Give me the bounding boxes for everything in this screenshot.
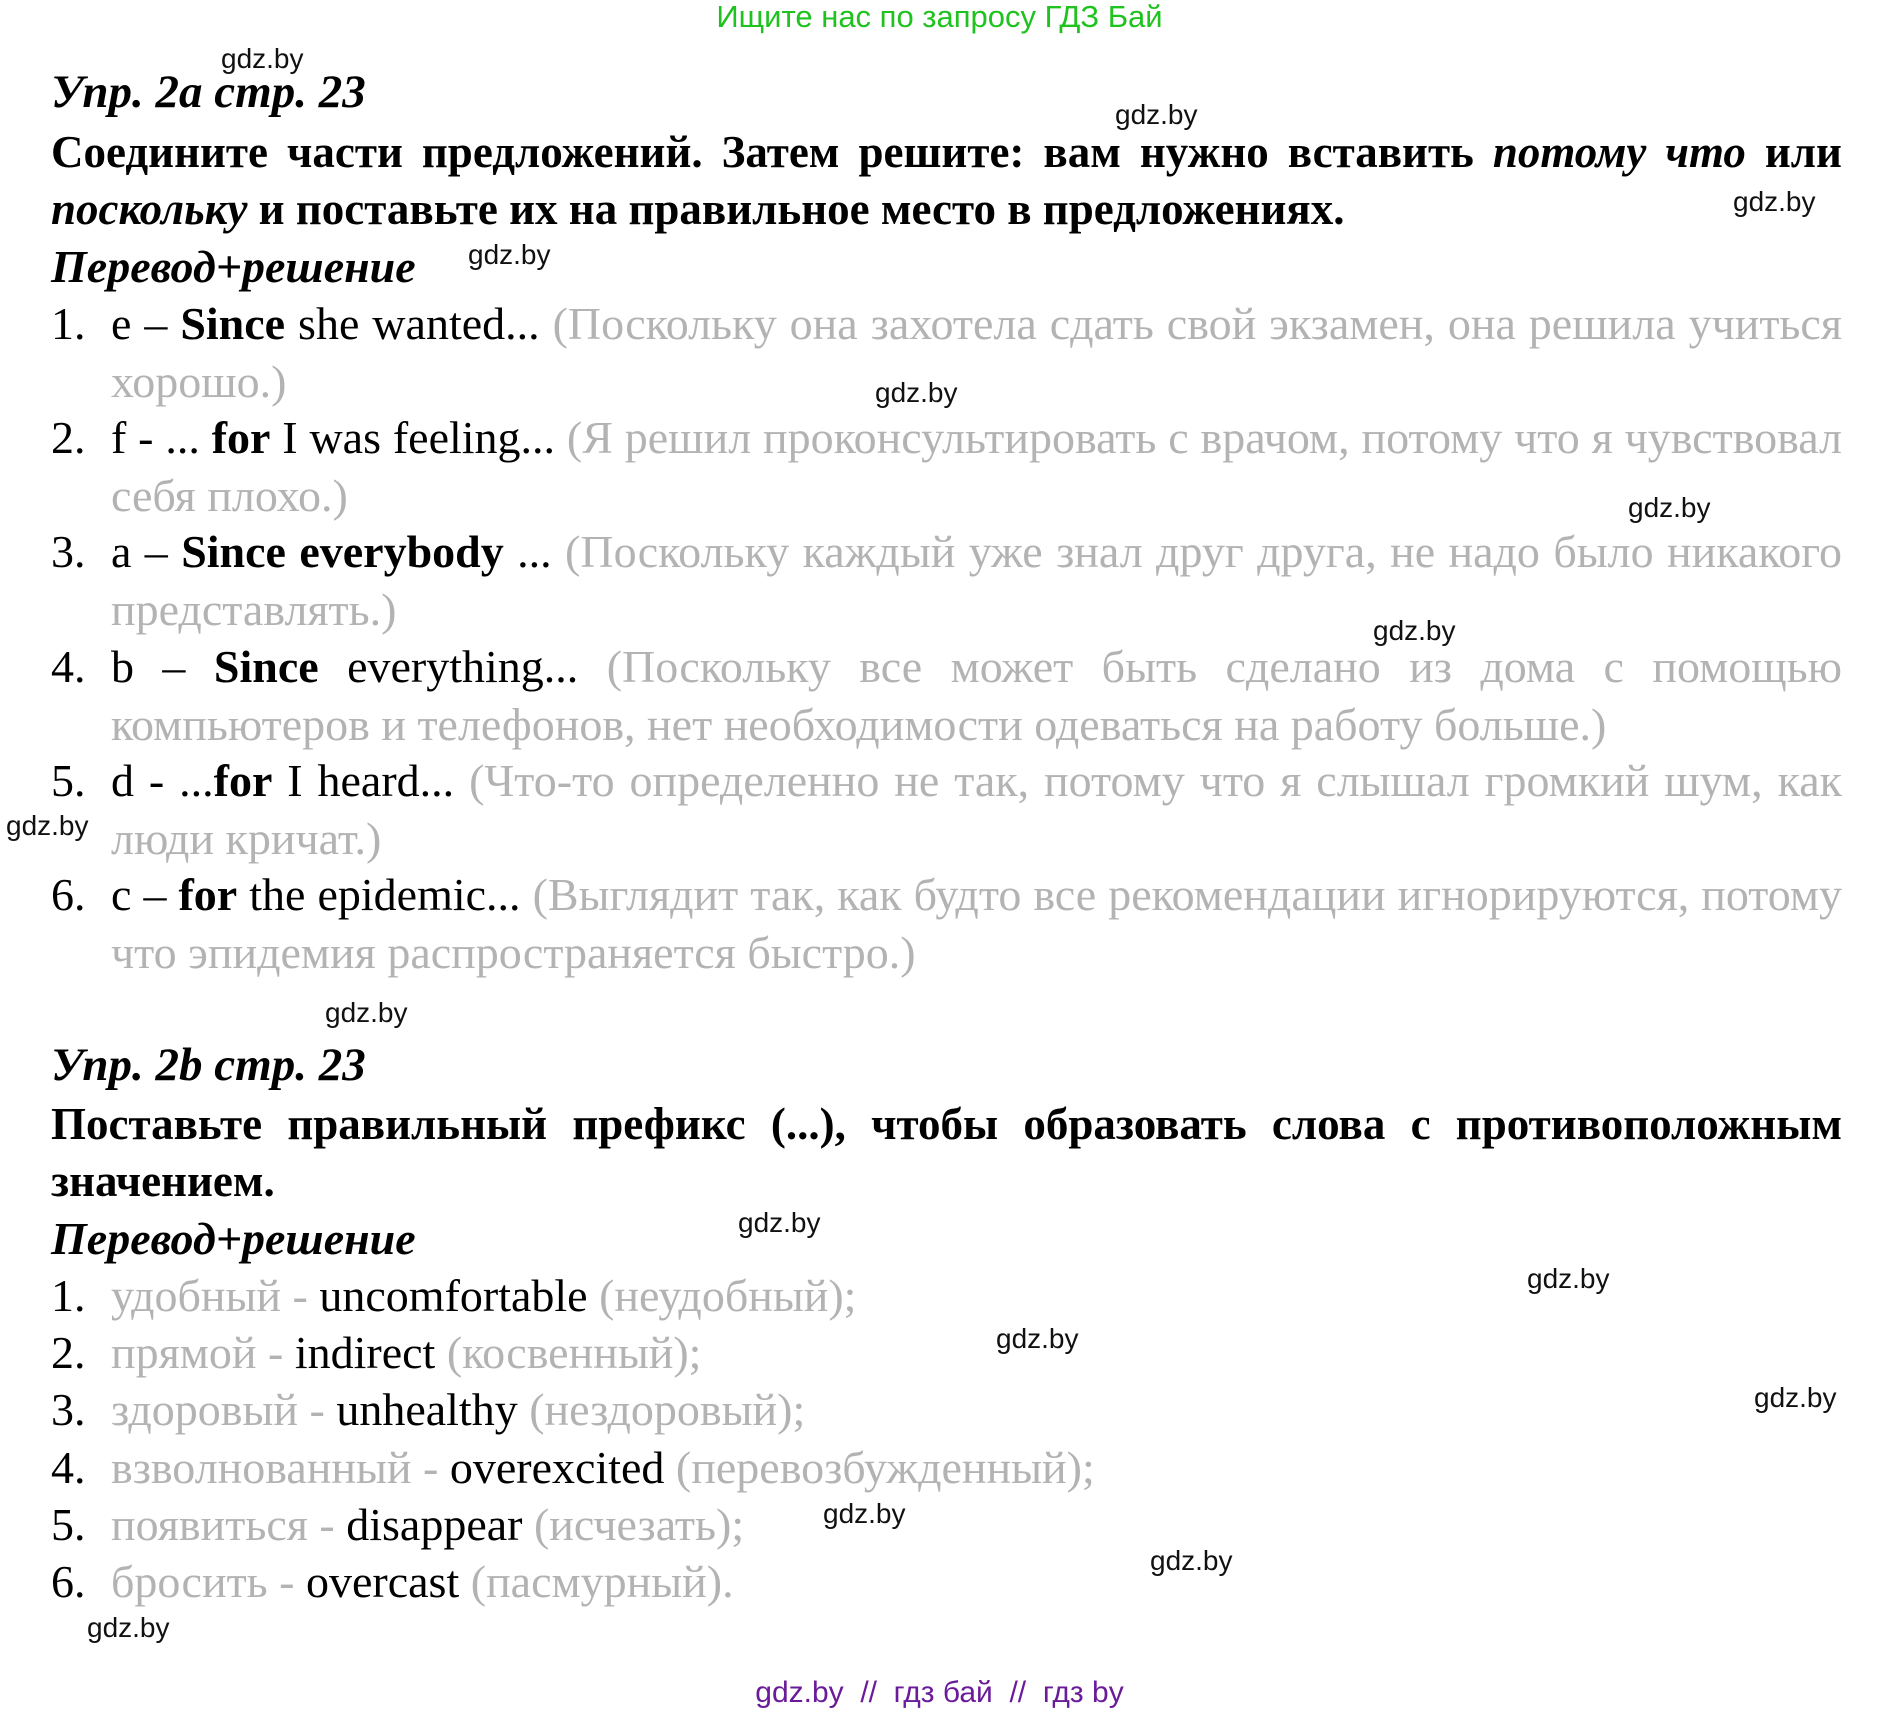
task-italic: поскольку (51, 184, 248, 234)
watermark: gdz.by (1150, 1545, 1233, 1576)
item-russian-word: появиться - (111, 1498, 347, 1550)
item-sentence: ... (503, 526, 552, 577)
exercise-2b-subtitle: Перевод+решение (51, 1213, 416, 1264)
item-answer-letter: f - ... (111, 412, 212, 463)
answer-item (51, 1381, 1842, 1439)
answer-item (51, 638, 1842, 753)
item-translation: (Выглядит так, как будто все рекомендации игнорируются, потому что эпидемия распространяется быстро.) (111, 869, 1842, 978)
item-answer-letter: c – (111, 869, 179, 920)
item-russian-word: взволнованный - (111, 1441, 450, 1493)
watermark: gdz.by (1115, 99, 1198, 130)
item-translation: (нездоровый); (517, 1384, 806, 1436)
watermark: gdz.by (738, 1207, 821, 1238)
item-russian-word: удобный - (111, 1270, 320, 1321)
watermark: gdz.by (1733, 186, 1816, 217)
item-number: 5. (51, 755, 86, 806)
exercise-2b-task: Поставьте правильный префикс (...), чтобы образовать слова с противоположным значением. (51, 1099, 1842, 1206)
watermark: gdz.by (1527, 1263, 1610, 1294)
watermark: gdz.by (6, 810, 89, 841)
item-bold-word: Since (213, 641, 319, 692)
item-number: 3. (51, 526, 86, 577)
item-translation: (Что-то определенно не так, потому что я слышал громкий шум, как люди кричат.) (111, 755, 1842, 864)
exercise-2a-subtitle: Перевод+решение (51, 241, 416, 292)
item-number: 6. (51, 869, 86, 920)
watermark: gdz.by (468, 239, 551, 270)
task-text: или (1745, 127, 1842, 177)
answer-item (51, 409, 1842, 524)
item-number: 4. (51, 641, 86, 692)
item-translation: (Поскольку каждый уже знал друг друга, не надо было никакого представлять.) (111, 526, 1843, 635)
item-bold-word: for (178, 869, 238, 920)
item-sentence: the epidemic... (237, 869, 521, 920)
item-sentence: I was feeling... (270, 412, 556, 463)
item-number: 1. (51, 298, 86, 349)
item-answer-letter: d - ... (111, 755, 214, 806)
item-sentence: she wanted... (285, 298, 540, 349)
item-sentence: everything... (318, 641, 579, 692)
item-number: 6. (51, 1556, 86, 1607)
answer-item (51, 523, 1842, 638)
item-translation: (Я решил проконсультировать с врачом, потому что я чувствовал себя плохо.) (111, 412, 1842, 521)
item-number: 4. (51, 1441, 86, 1493)
watermark: gdz.by (87, 1612, 170, 1643)
item-translation: (перевозбужденный); (664, 1441, 1095, 1493)
task-italic: потому что (1492, 127, 1746, 177)
item-translation: (неудобный); (587, 1270, 857, 1321)
watermark: gdz.by (823, 1498, 906, 1529)
item-translation: (косвенный); (435, 1327, 702, 1379)
item-russian-word: бросить - (111, 1556, 306, 1607)
exercise-2a-title: Упр. 2a стр. 23 (51, 66, 366, 118)
task-text: Соедините части предложений. Затем решите: вам нужно вставить (51, 127, 1493, 177)
item-english-word: overexcited (449, 1441, 665, 1493)
item-english-word: unhealthy (336, 1384, 518, 1436)
footer-links[interactable]: gdz.by // гдз бай // гдз by (755, 1676, 1124, 1709)
answer-item (51, 752, 1842, 867)
item-answer-letter: b – (111, 641, 214, 692)
item-bold-word: for (211, 412, 271, 463)
item-answer-letter: a – (111, 526, 182, 577)
watermark: gdz.by (221, 43, 304, 74)
watermark: gdz.by (996, 1323, 1079, 1354)
item-bold-word: Since everybody (181, 526, 504, 577)
watermark: gdz.by (325, 997, 408, 1028)
item-english-word: indirect (294, 1327, 436, 1379)
exercise-2b-title: Упр. 2b стр. 23 (51, 1039, 366, 1091)
item-number: 1. (51, 1270, 86, 1321)
item-bold-word: Since (180, 298, 286, 349)
watermark: gdz.by (875, 377, 958, 408)
item-number: 5. (51, 1498, 86, 1550)
answer-item (51, 1439, 1842, 1497)
promo-banner[interactable]: Ищите нас по запросу ГДЗ Бай (716, 0, 1163, 34)
item-translation: (исчезать); (522, 1498, 745, 1550)
item-bold-word: for (213, 755, 273, 806)
item-translation: (Поскольку она захотела сдать свой экзамен, она решила учиться хорошо.) (111, 298, 1842, 407)
answer-item (51, 1324, 1842, 1382)
item-number: 3. (51, 1384, 86, 1436)
item-english-word: overcast (305, 1556, 460, 1607)
answer-item (51, 1553, 1842, 1611)
task-text: и поставьте их на правильное место в предложениях. (247, 184, 1345, 234)
item-sentence: I heard... (272, 755, 455, 806)
item-russian-word: прямой - (111, 1327, 295, 1379)
item-number: 2. (51, 412, 86, 463)
item-english-word: disappear (346, 1498, 523, 1550)
item-english-word: uncomfortable (319, 1270, 588, 1321)
item-answer-letter: e – (111, 298, 181, 349)
watermark: gdz.by (1628, 492, 1711, 523)
item-russian-word: здоровый - (111, 1384, 337, 1436)
answer-item (51, 866, 1842, 981)
item-translation: (пасмурный). (459, 1556, 734, 1607)
watermark: gdz.by (1754, 1382, 1837, 1413)
watermark: gdz.by (1373, 615, 1456, 646)
answer-item (51, 1496, 1842, 1554)
item-number: 2. (51, 1327, 86, 1379)
item-translation: (Поскольку все может быть сделано из дома с помощью компьютеров и телефонов, нет необходимости одеваться на работу больше.) (111, 641, 1843, 750)
exercise-2a-task (51, 124, 1842, 238)
